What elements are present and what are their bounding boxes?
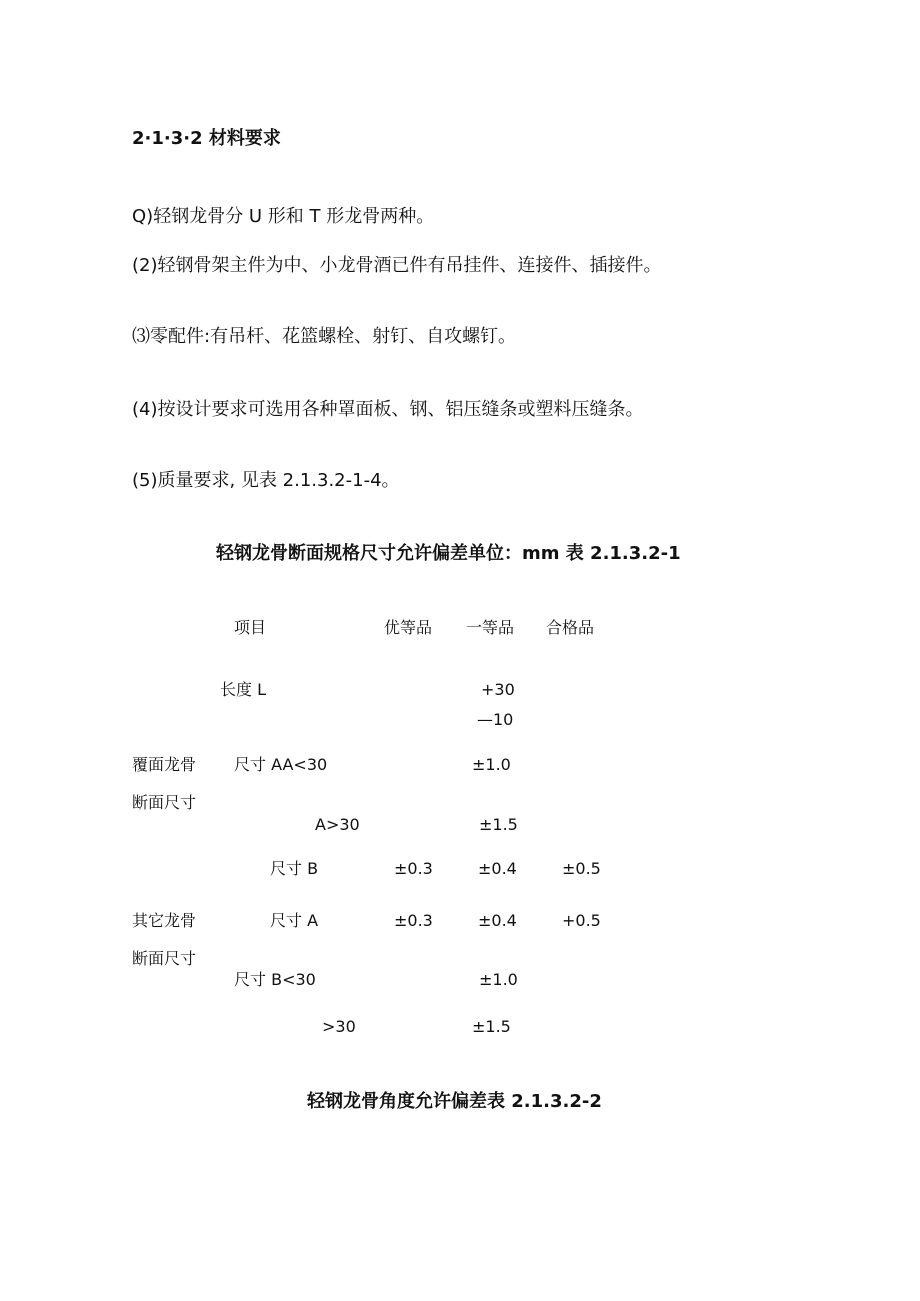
paragraph-1: Q)轻钢龙骨分 U 形和 T 形龙骨两种。 [132, 206, 435, 227]
row-length-label: 长度 L [220, 680, 267, 699]
row-other-a-grade1: ±0.3 [394, 911, 433, 930]
group2-label-line2: 断面尺寸 [132, 949, 197, 968]
group2-label-line1: 其它龙骨 [132, 911, 197, 930]
table1-header-grade1: 优等品 [384, 618, 433, 637]
row-other-b-small-value: ±1.0 [479, 970, 518, 989]
row-other-b-large-value: ±1.5 [472, 1017, 511, 1036]
table1-header-grade3: 合格品 [546, 618, 595, 637]
paragraph-3: ⑶零配件:有吊杆、花篮螺栓、射钉、自攻螺钉。 [132, 326, 517, 347]
row-other-b-small-label: 尺寸 B<30 [234, 970, 316, 989]
paragraph-4: (4)按设计要求可选用各种罩面板、钢、铝压缝条或塑料压缝条。 [132, 399, 644, 420]
group1-label-line1: 覆面龙骨 [132, 755, 197, 774]
table2-caption: 轻钢龙骨角度允许偏差表 2.1.3.2-2 [307, 1091, 602, 1112]
paragraph-5: (5)质量要求, 见表 2.1.3.2-1-4。 [132, 470, 400, 491]
row-b-grade2: ±0.4 [478, 859, 517, 878]
row-other-a-grade2: ±0.4 [478, 911, 517, 930]
table1-header-item: 项目 [234, 618, 267, 637]
group1-label-line2: 断面尺寸 [132, 793, 197, 812]
row-other-a-grade3: +0.5 [562, 911, 601, 930]
row-length-plus: +30 [481, 680, 515, 699]
table1-header-grade2: 一等品 [466, 618, 515, 637]
paragraph-2: (2)轻钢骨架主件为中、小龙骨酒已件有吊挂件、连接件、插接件。 [132, 255, 662, 276]
row-b-label: 尺寸 B [270, 859, 319, 878]
row-a-large-label: A>30 [315, 815, 360, 834]
row-other-b-large-label: >30 [322, 1017, 356, 1036]
row-a-small-value: ±1.0 [472, 755, 511, 774]
row-length-minus: —10 [477, 710, 514, 729]
row-b-grade1: ±0.3 [394, 859, 433, 878]
row-a-large-value: ±1.5 [479, 815, 518, 834]
section-heading: 2·1·3·2 材料要求 [132, 128, 281, 149]
table1-caption: 轻钢龙骨断面规格尺寸允许偏差单位：mm 表 2.1.3.2-1 [216, 543, 681, 564]
row-b-grade3: ±0.5 [562, 859, 601, 878]
row-a-small-label: 尺寸 AA<30 [234, 755, 328, 774]
row-other-a-label: 尺寸 A [270, 911, 319, 930]
